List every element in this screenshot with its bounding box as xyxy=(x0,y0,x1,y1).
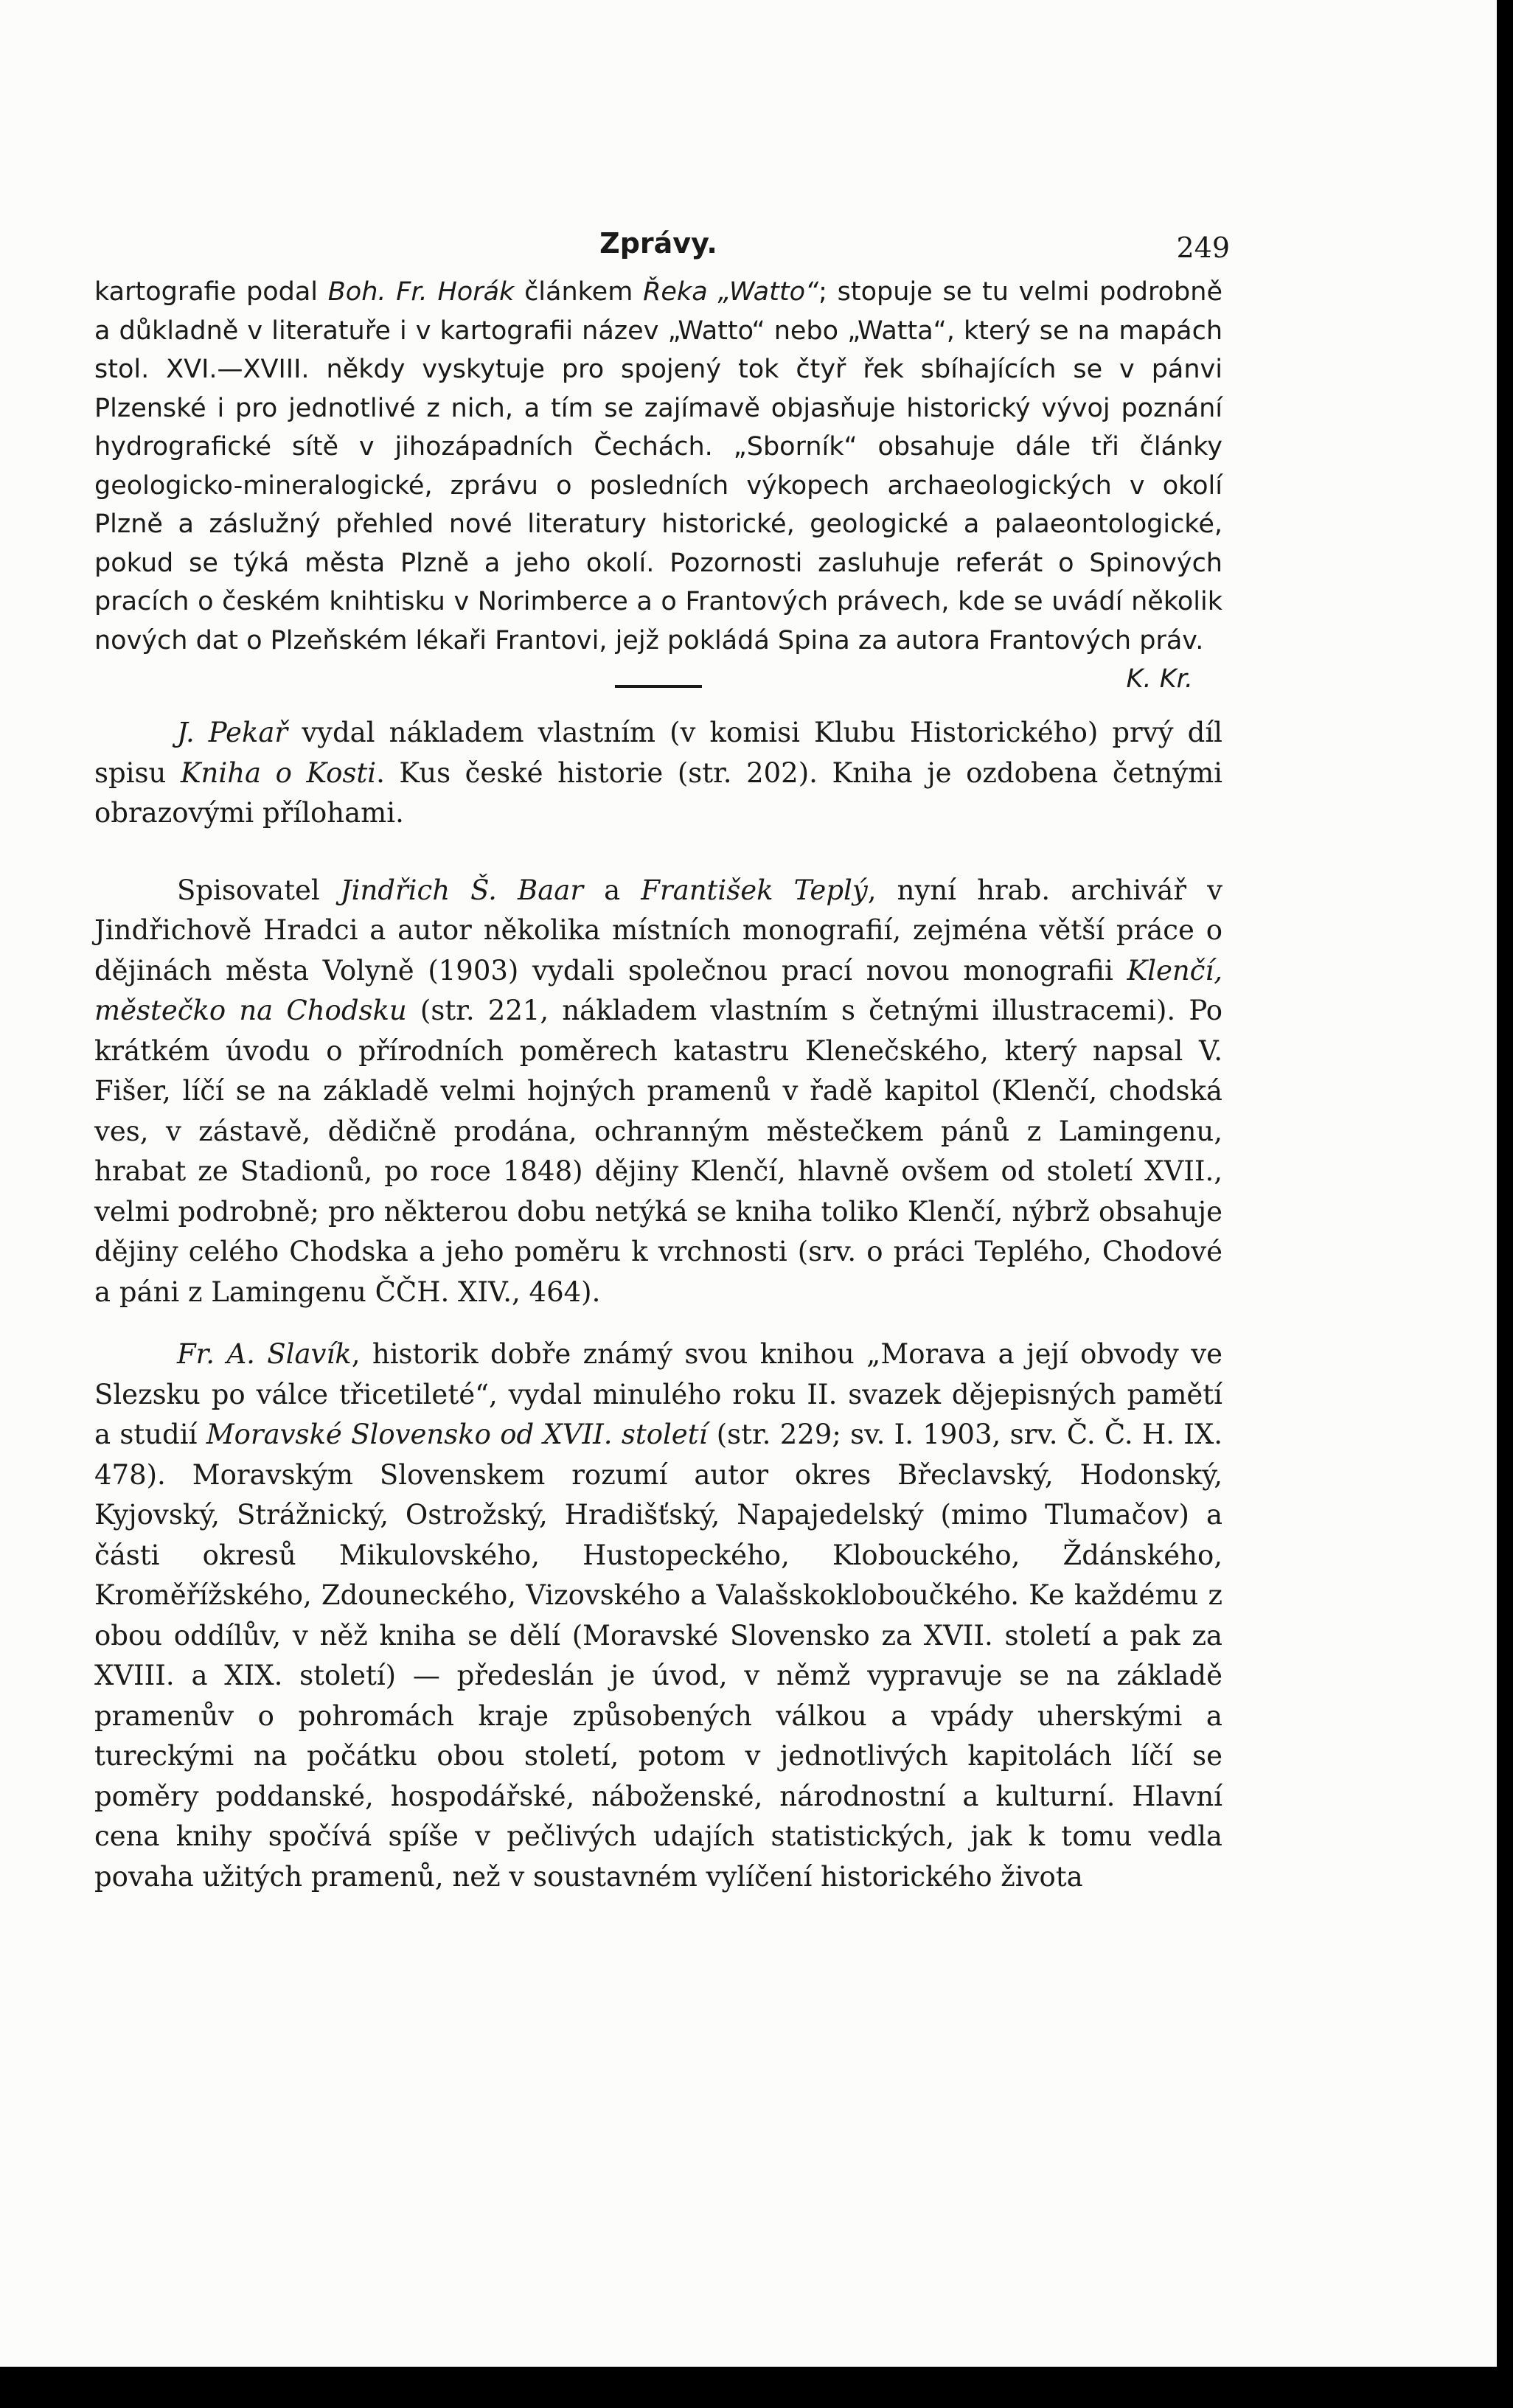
article-title: Řeka „Watto“ xyxy=(643,277,819,307)
author-name: Boh. Fr. Horák xyxy=(327,277,515,307)
signature: K. Kr. xyxy=(1126,664,1193,694)
author-name: J. Pekař xyxy=(177,717,288,748)
author-name: Jindřich Š. Baar xyxy=(340,874,584,906)
paragraph-baar-teply: Spisovatel Jindřich Š. Baar a František Teplý, nyní hrab. archivář v Jindřichově Hradci a autor několika místních monografií, zejména větší práce o dějinách města Volyně (1903) vydali společnou prací novou monografii Klenčí, městečko na Chodsku (str. 221, nákladem vlastním s četnými illustracemi). Po krátkém úvodu o přírodních poměrech katastru Klenečského, který napsal V. Fišer, líčí se na základě velmi hojných pramenů v řadě kapitol (Klenčí, chodská ves, v zástavě, dědičně prodána, ochranným městečkem pánů z Lamingenu, hrabat ze Stadionů, po roce 1848) dějiny Klenčí, hlavně ovšem od století XVII., velmi podrobně; pro některou dobu netýká se kniha toliko Klenčí, nýbrž obsahuje dějiny celého Chodska a jeho poměru k vrchnosti (srv. o práci Teplého, Chodové a páni z Lamingenu ČČH. XIV., 464). xyxy=(94,874,1223,1308)
paragraph-slavik: Fr. A. Slavík, historik dobře známý svou knihou „Morava a její obvody ve Slezsku po válce třicetileté“, vydal minulého roku II. svazek dějepisných pamětí a studií Moravské Slovensko od XVII. století (str. 229; sv. I. 1903, srv. Č. Č. H. IX. 478). Moravským Slovenskem rozumí autor okres Břeclavský, Hodonský, Kyjovský, Strážnický, Ostrožský, Hradišťský, Napajedelský (mimo Tlumačov) a části okresů Mikulovského, Hustopeckého, Klobouckého, Ždánského, Kroměřížského, Zdouneckého, Vizovského a Valašskokloboučkého. Ke každému z obou oddílův, v něž kniha se dělí (Moravské Slovensko za XVII. století a pak za XVIII. a XIX. století) — předeslán je úvod, v němž vypravuje se na základě pramenův o pohromách kraje způsobených válkou a vpády uherskými a tureckými na počátku obou století, potom v jednotlivých kapitolách líčí se poměry poddanské, hospodářské, náboženské, národnostní a kulturní. Hlavní cena knihy spočívá spíše v pečlivých udajích statistických, jak k tomu vedla povaha užitých pramenů, než v soustavném vylíčení historického života xyxy=(94,1338,1223,1893)
book-title: Moravské Slovensko od XVII. století xyxy=(206,1419,708,1450)
page-header xyxy=(94,214,1230,273)
book-title: Kniha o Kosti xyxy=(180,756,377,789)
book-title: Klenčí, městečko na Chodsku xyxy=(94,954,1222,1026)
page-content xyxy=(94,214,1230,1897)
author-name: Fr. A. Slavík xyxy=(177,1338,352,1370)
paragraph-sbornik-review: kartografie podal Boh. Fr. Horák článkem Řeka „Watto“; stopuje se tu velmi podrobně a důkladně v literatuře i v kartografii název „Watto“ nebo „Watta“, který se na mapách stol. XVI.—XVIII. někdy vyskytuje pro spojený tok čtyř řek sbíhajících se v pánvi Plzenské i pro jednotlivé z nich, a tím se zajímavě objasňuje historický vývoj poznání hydrografické sítě v jihozápadních Čechách. „Sborník“ obsahuje dále tři články geologicko-mineralogické, zprávu o posledních výkopech archaeologických v okolí Plzně a záslužný přehled nové literatury historické, geologické a palaeontologické, pokud se týká města Plzně a jeho okolí. Pozornosti zasluhuje referát o Spinových pracích o českém knihtisku v Norimberce a o Frantových právech, kde se uvádí několik nových dat o Plzeňském lékaři Frantovi, jejž pokládá Spina za autora Frantových práv. K. Kr. xyxy=(94,273,1222,660)
page-number: 249 xyxy=(1176,232,1230,264)
running-head: Zprávy. xyxy=(599,227,717,260)
section-divider xyxy=(615,685,702,688)
paragraph-pekar: J. Pekař vydal nákladem vlastním (v komisi Klubu Historického) prvý díl spisu Kniha o Kosti. Kus české historie (str. 202). Kniha je ozdobena četnými obrazovými přílohami. xyxy=(94,717,1223,829)
author-name: František Teplý xyxy=(641,874,868,906)
